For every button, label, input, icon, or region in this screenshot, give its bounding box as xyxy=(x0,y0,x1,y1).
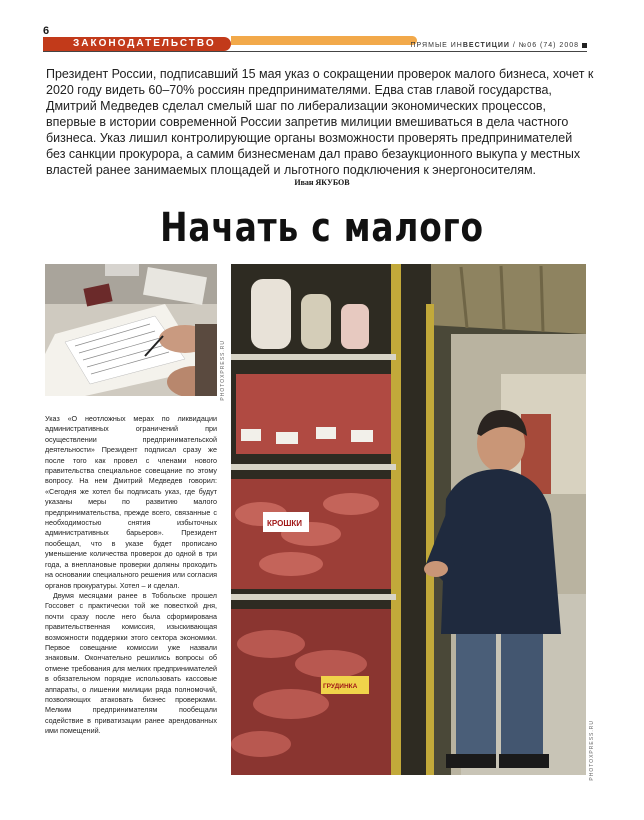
byline: Иван ЯКУБОВ xyxy=(294,178,350,187)
body-paragraph-2: Двумя месяцами ранее в Тобольске прошел Госсовет с практически той же повесткой дня, почти сразу после него была сформирована правительственная комиссия, изыскивающая возможности поддержки этого сектора экономики. Первое совещание комиссии уже назвали знаковым. Окончательно решились вопросы об отмене требования для мелких предпринимателей в обязательном порядке использовать кассовые аппараты, о лишении милиции ряда полномочий, позволяющих атаковать бизнес проверками. Мелким предпринимателям пообещали содействие в приватизации ранее арендованных ими помещений. xyxy=(45,590,217,736)
photo-credit-large: PHOTOXPRESS.RU xyxy=(589,720,595,781)
masthead-square-icon xyxy=(582,43,587,48)
photo-documents-illustration xyxy=(45,264,217,396)
masthead-bold: ВЕСТИЦИИ xyxy=(462,42,510,49)
masthead xyxy=(411,42,587,49)
header-accent-rule xyxy=(231,36,417,45)
body-column xyxy=(45,414,217,737)
photo-kiosk xyxy=(231,264,586,775)
sign-2: ГРУДИНКА xyxy=(323,683,358,690)
page-number: 6 xyxy=(43,25,50,37)
lead-paragraph: Президент России, подписавший 15 мая указ о сокращении проверок малого бизнеса, хочет к 2020 году видеть 60–70% россиян предпринимателями. Едва став главой государства, Дмитрий Медведев сделал смелый шаг по либерализации экономических процессов, впервые в истории современной России запретив милиции вмешиваться в дела частного бизнеса. Указ лишил контролирующие органы возможности проверять предпринимателей без санкции прокурора, а самим бизнесменам дал право безаукционного выкупа у местных властей ранее занимаемых площадей и льготного подключения к энергоносителям. xyxy=(46,67,594,177)
sign-1: КРОШКИ xyxy=(267,519,303,528)
photo-kiosk-illustration xyxy=(231,264,586,775)
body-paragraph-1: Указ «О неотложных мерах по ликвидации административных ограничений при осуществлении предпринимательской деятельности» Президент подписал сразу же после того как провел с членами нового правительства специальное совещание по этому вопросу. На нем Дмитрий Медведев говорил: «Сегодня же хотел бы подписать указ, где будут указаны меры по развитию малого предпринимательства, прежде всего, связанные с необходимостью снятия избыточных административных барьеров». Президент пообещал, что в указе будет прописано уменьшение количества проверок до одной в три года, а внеплановые проверки должны проходить на основании специального решения или согласия органов прокуратуры. Хотел – и сделал. xyxy=(45,414,217,590)
masthead-pre: ПРЯМЫЕ ИН xyxy=(410,42,463,49)
photo-credit-small: PHOTOXPRESS.RU xyxy=(220,340,226,401)
section-bar xyxy=(43,37,231,51)
headline: Начать с малого xyxy=(160,205,484,251)
header-divider xyxy=(43,51,587,52)
section-label: ЗАКОНОДАТЕЛЬСТВО xyxy=(73,38,216,49)
photo-documents xyxy=(45,264,217,396)
masthead-issue: / №06 (74) 2008 xyxy=(509,42,579,49)
